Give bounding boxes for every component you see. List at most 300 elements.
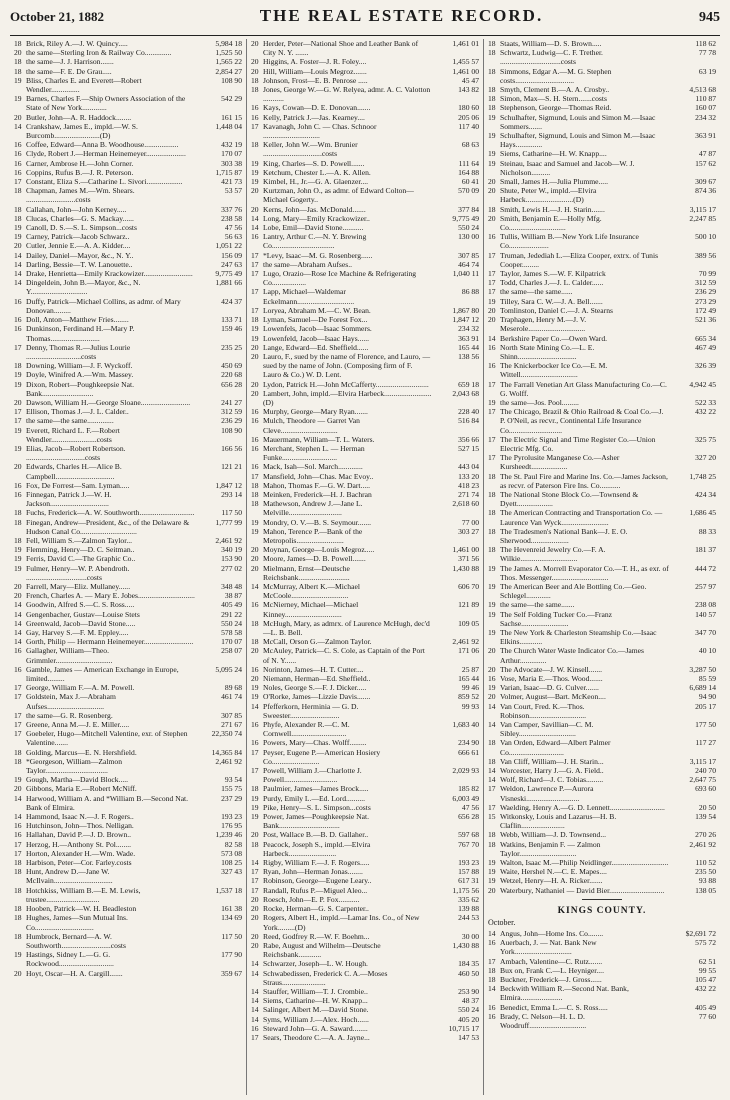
entry-amount: 133 20 [458, 471, 479, 481]
entry-amount: 312 59 [221, 407, 242, 417]
judgment-entry [251, 343, 479, 352]
entry-day: 17 [14, 710, 22, 720]
entry-parties: O'Rorke, James—Lizzie Davis....... [263, 692, 371, 702]
entry-day: 14 [251, 213, 259, 223]
judgment-entry [14, 840, 242, 849]
entry-amount: 45 47 [461, 75, 479, 85]
entry-amount: 111 64 [458, 158, 479, 168]
judgment-entry [488, 757, 716, 766]
entry-parties: Steward John—G. A. Saward........ [263, 1023, 368, 1033]
entry-parties: Mahon, Terence P.—Bank of the Metropolis......................... [263, 526, 363, 545]
judgment-entry [488, 398, 716, 407]
entry-day: 17 [488, 784, 496, 794]
judgment-entry [488, 214, 716, 232]
judgment-entry [251, 287, 479, 305]
judgment-entry [14, 269, 242, 278]
entry-parties: The Self Folding Tucker Co.—Franz Sachse......................... [500, 609, 613, 628]
entry-day: 19 [14, 75, 22, 85]
entry-parties: Greenwald, Jacob—David Stone..... [26, 618, 136, 628]
entry-parties: Hallahan, David P.—J. D. Brown.. [26, 830, 132, 840]
entry-day: 16 [14, 489, 22, 499]
entry-parties: Canoll, D. S.—S. L. Simpson...costs [26, 223, 137, 233]
entry-amount: 170 07 [221, 637, 242, 647]
judgment-entry [251, 380, 479, 389]
entry-parties: Smith, Lewis H.—J. H. Starin....... [500, 204, 605, 214]
judgment-entry [251, 472, 479, 481]
entry-parties: Norinton, James—H. T. Cutter.... [263, 664, 364, 674]
entry-parties: Smyth, Clement B.—A. A. Crosby.. [500, 85, 610, 95]
entry-amount: 110 52 [695, 858, 716, 868]
entry-parties: Long, Mary—Emily Krackowizer.. [263, 213, 370, 223]
entry-amount: 109 05 [458, 618, 479, 628]
entry-amount: 108 90 [221, 425, 242, 435]
entry-parties: Webb, William—J. D. Townsend... [500, 830, 607, 840]
judgment-entry [251, 39, 479, 57]
entry-parties: Hotchkiss, William B.—E. M. Lewis, trustee............................ [26, 885, 141, 904]
entry-amount: 2,461 92 [215, 756, 242, 766]
entry-amount: 82 58 [224, 839, 242, 849]
entry-day: 15 [488, 812, 496, 822]
entry-amount: 161 38 [221, 904, 242, 914]
entry-parties: Siems, Catharine—H. W. Knapp... [263, 996, 368, 1006]
entry-day: 14 [14, 637, 22, 647]
entry-amount: 307 85 [458, 250, 479, 260]
judgment-entry [14, 757, 242, 775]
entry-amount: 160 07 [695, 103, 716, 113]
entry-parties: Fell, William S.—Zalmon Taylor... [26, 535, 133, 545]
entry-amount: 117 50 [221, 508, 242, 518]
entry-parties: Mansfield, John—Chas. Mac Evoy.. [263, 471, 374, 481]
publication-title: THE REAL ESTATE RECORD. [259, 6, 544, 25]
column-2 [246, 39, 483, 1095]
entry-parties: Hughes, James—Sun Mutual Ins. Co............................... [26, 913, 128, 932]
entry-parties: Waite, Hershel N.—C. E. Mapes.... [500, 867, 607, 877]
judgment-entry [14, 380, 242, 398]
entry-day: 19 [14, 232, 22, 242]
entry-day: 16 [251, 462, 259, 472]
entry-parties: Merchant, Stephen L. — Herman Funke............................. [263, 443, 365, 463]
entry-parties: Herder, Peter—National Shoe and Leather Bank of City N. Y. ....... [263, 39, 419, 58]
entry-amount: 6,003 49 [452, 793, 479, 803]
entry-parties: Lugo, Orazio—Rose Ice Machine & Refrigerating Co.................. [263, 269, 417, 288]
entry-day: 16 [14, 324, 22, 334]
entry-amount: 2,854 27 [215, 66, 242, 76]
entry-amount: 220 68 [221, 370, 242, 380]
entry-parties: Flemming, Henry—D. C. Seitman.. [26, 545, 135, 555]
entry-amount: 117 40 [458, 121, 479, 131]
issue-date: October 21, 1882 [10, 9, 104, 24]
entry-day: 14 [488, 701, 496, 711]
entry-day: 19 [251, 526, 259, 536]
entry-parties: Hastings, Sidney L.—G. G. Rockwood............................. [26, 950, 114, 969]
entry-parties: Lobe, Emil—David Stone........... [263, 223, 364, 233]
entry-amount: 356 66 [458, 434, 479, 444]
entry-parties: Bux on, Frank C.—L. Heyniger.... [500, 965, 604, 975]
judgment-entry [251, 168, 479, 177]
entry-amount: 307 85 [221, 710, 242, 720]
entry-amount: 1,040 11 [452, 269, 479, 279]
entry-day: 14 [14, 618, 22, 628]
entry-amount: 377 84 [458, 204, 479, 214]
entry-parties: Lambert, John, impld.—Elvira Harbeck.........................(D) [263, 388, 432, 407]
entry-parties: Downing, William—J. F. Wyckoff. [26, 361, 133, 371]
judgment-entry [251, 334, 479, 343]
entry-parties: Callahan, John—John Kerney..... [26, 204, 127, 214]
judgment-entry [251, 1005, 479, 1014]
entry-amount: 244 53 [458, 913, 479, 923]
entry-amount: 164 88 [458, 167, 479, 177]
entry-day: 20 [14, 112, 22, 122]
entry-day: 20 [488, 646, 496, 656]
entry-day: 14 [251, 959, 259, 969]
judgment-entry [488, 610, 716, 628]
entry-amount: 60 41 [461, 177, 479, 187]
entry-day: 20 [251, 351, 259, 361]
entry-amount: 418 23 [458, 480, 479, 490]
entry-parties: Simmons, Edgar A.—M. G. Stephen costs............................... [500, 66, 612, 85]
entry-day: 19 [251, 683, 259, 693]
judgment-entry [251, 665, 479, 674]
judgment-entry [488, 683, 716, 692]
judgment-entry [14, 205, 242, 214]
entry-parties: Ambach, Valentine—C. Rutz....... [500, 956, 603, 966]
judgment-entry [488, 984, 716, 1002]
entry-day: 20 [488, 213, 496, 223]
entry-amount: 133 71 [221, 315, 242, 325]
entry-amount: 48 37 [461, 996, 479, 1006]
entry-day: 18 [488, 489, 496, 499]
entry-amount: 5,095 24 [215, 664, 242, 674]
entry-parties: Siems, Catharine—H. W. Knapp.... [500, 149, 607, 159]
entry-parties: Pike, Henry—S. L. Simpson...costs [263, 802, 371, 812]
entry-day: 20 [488, 885, 496, 895]
judgment-entry [488, 1012, 716, 1030]
entry-parties: The Pyrolusite Manganese Co.—Asher Kursheedt................... [500, 453, 620, 472]
entry-parties: Tilley, Sara C. W.—J. A. Bell....... [500, 296, 603, 306]
entry-amount: 238 58 [221, 213, 242, 223]
entry-amount: 62 51 [698, 956, 716, 966]
judgment-entry [251, 895, 479, 904]
entry-parties: Taylor, James S.—W. F. Kilpatrick [500, 269, 606, 279]
entry-day: 20 [251, 66, 259, 76]
judgment-entry [14, 665, 242, 683]
entry-day: 14 [251, 968, 259, 978]
entry-amount: 70 99 [698, 269, 716, 279]
entry-day: 19 [251, 167, 259, 177]
judgment-entry [251, 269, 479, 287]
entry-parties: Berkshire Paper Co.—Owen Ward. [500, 333, 608, 343]
judgment-entry [488, 738, 716, 756]
judgment-entry [251, 76, 479, 85]
judgment-entry [251, 186, 479, 204]
entry-day: 17 [251, 747, 259, 757]
entry-parties: the same—Abraham Aufses.. [263, 259, 352, 269]
judgment-entry [251, 784, 479, 793]
entry-day: 19 [14, 223, 22, 233]
judgment-entry [14, 591, 242, 600]
entry-parties: Lantry, Arthur C.—N. Y. Brewing Co................................. [263, 232, 367, 251]
entry-amount: 443 04 [458, 462, 479, 472]
entry-day: 14 [251, 996, 259, 1006]
judgment-entry [251, 554, 479, 563]
judgment-entry [251, 766, 479, 784]
entry-parties: Elias, Jacob—Robert Robertson. ...............................costs [26, 443, 126, 463]
entry-parties: Denny, Thomas R.—Julius Lourie .............................costs [26, 342, 131, 361]
entry-day: 19 [488, 581, 496, 591]
entry-amount: 337 76 [221, 204, 242, 214]
judgment-entry [251, 223, 479, 232]
judgment-entry [14, 600, 242, 609]
entry-day: 14 [251, 1014, 259, 1024]
judgment-entry [488, 508, 716, 526]
entry-day: 16 [251, 1023, 259, 1033]
judgment-entry [14, 481, 242, 490]
entry-parties: The National Stone Block Co.—Townsend & Dyett................... [500, 489, 639, 509]
entry-amount: 56 63 [224, 232, 242, 242]
entry-parties: the same—F. E. De Grau..... [26, 66, 112, 76]
entry-amount: 165 44 [458, 674, 479, 684]
entry-amount: 1,175 56 [452, 885, 479, 895]
entry-amount: 161 15 [221, 112, 242, 122]
judgment-entry [251, 637, 479, 646]
entry-day: 16 [251, 112, 259, 122]
judgment-entry [14, 67, 242, 76]
entry-amount: 522 33 [695, 397, 716, 407]
entry-amount: 312 59 [695, 278, 716, 288]
entry-day: 16 [14, 149, 22, 159]
entry-parties: Mauermann, William—T. L. Waters. [263, 434, 375, 444]
entry-parties: Kavanagh, John C. — Chas. Schnoor .............................. [263, 121, 377, 141]
entry-amount: 9,775 49 [452, 213, 479, 223]
masthead [10, 6, 720, 36]
entry-parties: Constant, Eliza S.—Catharine L. Sivori................... [26, 177, 183, 187]
entry-amount: 405 49 [695, 1002, 716, 1012]
entry-amount: 89 68 [224, 683, 242, 693]
entry-parties: The Tradesmen's National Bank—J. E. O. Sherwood.................... [500, 526, 628, 545]
judgment-entry [488, 527, 716, 545]
entry-day: 18 [251, 75, 259, 85]
judgment-entry [488, 186, 716, 204]
entry-parties: The New York & Charleston Steamship Co.—Isaac Elkins............ [500, 628, 657, 647]
judgment-entry [251, 1033, 479, 1042]
entry-amount: 271 67 [221, 720, 242, 730]
entry-amount: 1,867 80 [452, 305, 479, 315]
entry-amount: 238 08 [695, 600, 716, 610]
entry-day: 18 [488, 756, 496, 766]
entry-parties: The American Contracting and Transportation Co. — Laurence Van Wyck......................... [500, 508, 663, 527]
page-number: 945 [699, 10, 720, 25]
entry-day: 14 [14, 121, 22, 131]
entry-amount: 2,647 75 [689, 775, 716, 785]
entry-amount: 99 55 [698, 965, 716, 975]
judgment-entry [14, 904, 242, 913]
entry-amount: 205 06 [458, 112, 479, 122]
judgment-entry [251, 177, 479, 186]
entry-day: 20 [14, 784, 22, 794]
entry-parties: *Levy, Isaac—M. G. Rosenberg...... [263, 250, 373, 260]
judgment-entry [14, 490, 242, 508]
entry-day: 20 [488, 186, 496, 196]
judgment-entry [14, 564, 242, 582]
entry-day: 20 [251, 931, 259, 941]
entry-parties: Waterbury, Nathaniel — David Bier............................. [500, 885, 665, 895]
judgment-entry [488, 177, 716, 186]
entry-day: 18 [488, 738, 496, 748]
judgment-entry [251, 904, 479, 913]
entry-parties: Harbison, Peter—Cor. Farley.costs [26, 858, 132, 868]
entry-day: 17 [488, 956, 496, 966]
entry-parties: Duffy, Patrick—Michael Collins, as admr. of Mary Donovan......... [26, 296, 181, 315]
entry-day: 20 [14, 397, 22, 407]
entry-day: 20 [14, 968, 22, 978]
entry-amount: 94 90 [698, 692, 716, 702]
entry-amount: 570 09 [458, 186, 479, 196]
entry-amount: 371 56 [458, 554, 479, 564]
entry-parties: Schwartz, Ludwig—C. F. Trether. ................................costs [500, 48, 603, 67]
entry-day: 17 [251, 287, 259, 297]
entry-amount: 6,689 14 [689, 683, 716, 693]
judgment-entry [14, 610, 242, 619]
entry-amount: 617 31 [458, 876, 479, 886]
entry-amount: 3,287 50 [689, 664, 716, 674]
entry-amount: 47 87 [698, 149, 716, 159]
judgment-entry [14, 518, 242, 536]
judgment-entry [251, 996, 479, 1005]
entry-amount: 659 18 [458, 379, 479, 389]
entry-amount: 542 29 [221, 94, 242, 104]
entry-day: 19 [14, 545, 22, 555]
entry-amount: 348 48 [221, 581, 242, 591]
judgment-entry [251, 527, 479, 545]
judgment-entry [488, 306, 716, 315]
entry-amount: 273 29 [695, 296, 716, 306]
entry-amount: 1,051 22 [215, 241, 242, 251]
judgment-entry [488, 453, 716, 471]
judgment-entry [14, 830, 242, 839]
entry-parties: The Church Water Waste Indicator Co.—James Arthur.............. [500, 646, 645, 665]
entry-day: 18 [251, 499, 259, 509]
entry-parties: The Hevenreid Jewelry Co.—F. A. Wilkie.............................. [500, 545, 606, 564]
entry-parties: the same—the same....... [500, 600, 575, 610]
entry-day: 14 [251, 858, 259, 868]
judgment-entry [488, 600, 716, 609]
judgment-entry [488, 938, 716, 956]
entry-amount: 500 10 [695, 232, 716, 242]
entry-amount: 516 84 [458, 416, 479, 426]
entry-parties: Mathewson, Andrew J.—Jane L. Melville............................ [263, 499, 363, 518]
entry-parties: Truman, Jedediah L.—Eliza Cooper, extrx. of Tunis Cooper......... [500, 250, 659, 269]
entry-amount: 1,748 25 [689, 471, 716, 481]
entry-amount: 432 22 [695, 984, 716, 994]
entry-parties: Coppins, Rufus B.—J. R. Peterson. [26, 167, 134, 177]
entry-day: 16 [488, 232, 496, 242]
entry-day: 17 [251, 876, 259, 886]
entry-amount: 99 46 [461, 683, 479, 693]
entry-day: 19 [251, 793, 259, 803]
entry-amount: 234 90 [458, 738, 479, 748]
entry-amount: 139 54 [695, 812, 716, 822]
entry-amount: 241 27 [221, 397, 242, 407]
entry-day: 16 [14, 664, 22, 674]
entry-amount: $2,691 72 [685, 928, 716, 938]
entry-parties: Murphy, George—Mary Ryan....... [263, 407, 368, 417]
entry-parties: Kays, Cowan—D. E. Donovan....... [263, 103, 371, 113]
entry-amount: 1,461 01 [452, 39, 479, 48]
entry-day: 19 [488, 628, 496, 637]
entry-amount: 1,881 66 [215, 278, 242, 288]
judgment-entry [14, 692, 242, 710]
entry-amount: 121 89 [458, 600, 479, 610]
entry-parties: Loryea, Abraham M.—C. W. Bean. [263, 305, 371, 315]
entry-parties: McMurray, Albert K.—Michael McCoole.............................. [263, 581, 360, 601]
entry-day: 20 [488, 305, 496, 315]
judgment-entry [488, 232, 716, 250]
judgment-entry [251, 876, 479, 885]
entry-parties: Goldstein, Max J.—Abraham Aufses.............................. [26, 692, 116, 711]
entry-amount: 237 29 [221, 793, 242, 803]
entry-day: 18 [488, 94, 496, 104]
judgment-entry [251, 113, 479, 122]
entry-day: 16 [251, 434, 259, 444]
entry-parties: Everett, Richard L. F.—Robert Wendler........................costs [26, 425, 120, 444]
entry-parties: Smith, Benjamin E.—Holly Mfg. Co.............................. [500, 213, 602, 233]
entry-parties: McAuley, Patrick—C. S. Cole, as Captain of the Port of N. Y...... [263, 646, 425, 665]
judgment-entry [488, 957, 716, 966]
entry-parties: Kerns, John—Jas. McDonald....... [263, 204, 366, 214]
entry-parties: Kelly, Patrick J.—Jas. Kearney.... [263, 112, 365, 122]
entry-parties: Walton, Isaac M.—Philip Neidlinger.............................. [500, 858, 669, 868]
entry-parties: Robinson, George—Eugene Leary.. [263, 876, 372, 886]
judgment-entry [251, 886, 479, 895]
entry-day: 20 [488, 315, 496, 325]
judgment-entry [488, 287, 716, 296]
entry-amount: 172 49 [695, 305, 716, 315]
entry-day: 14 [251, 986, 259, 996]
entry-day: 20 [251, 388, 259, 398]
entry-amount: 1,715 87 [215, 167, 242, 177]
entry-parties: Weldon, Lawrence P.—Aurora Visneski............................ [500, 784, 594, 803]
entry-amount: 180 60 [458, 103, 479, 113]
judgment-entry [251, 1015, 479, 1024]
entry-day: 19 [251, 158, 259, 168]
entry-parties: Schulhafter, Sigmund, Louis and Simon M.—Isaac Sommers....... [500, 112, 656, 131]
entry-amount: 77 60 [698, 1011, 716, 1021]
entry-parties: Drake, Henrietta—Emily Krackowizer.......................... [26, 269, 193, 279]
entry-amount: 30 00 [461, 931, 479, 941]
entry-parties: Schulhafter, Sigmund, Louis and Simon M.—Isaac Hays.............. [500, 131, 656, 150]
entry-parties: Gamble, James — American Exchange in Europe, limited......... [26, 664, 179, 684]
judgment-entry [251, 416, 479, 434]
entry-day: 19 [488, 683, 496, 693]
judgment-entry [251, 738, 479, 747]
entry-parties: Phyfe, Alexander R.—C. M. Cornwell............................. [263, 720, 350, 739]
judgment-entry [488, 113, 716, 131]
judgment-entry [488, 85, 716, 94]
entry-amount: 1,683 40 [452, 720, 479, 730]
entry-day: 20 [14, 48, 22, 58]
entry-parties: The Chicago, Brazil & Ohio Railroad & Coal Co.—J. P. O'Neil, as recvr., Continental Life Insurance Co............................ [500, 407, 664, 435]
entry-amount: 108 90 [221, 75, 242, 85]
judgment-entry [14, 683, 242, 692]
entry-day: 18 [488, 471, 496, 481]
entry-parties: Hill, William—Louis Megroz....... [263, 66, 367, 76]
entry-day: 18 [488, 526, 496, 536]
judgment-entry [251, 1024, 479, 1033]
entry-parties: Hunt, Andrew D.—Jane W. McIlvain............................... [26, 867, 113, 886]
entry-day: 14 [488, 775, 496, 785]
entry-amount: 1,777 99 [215, 517, 242, 527]
entry-day: 19 [14, 379, 22, 389]
